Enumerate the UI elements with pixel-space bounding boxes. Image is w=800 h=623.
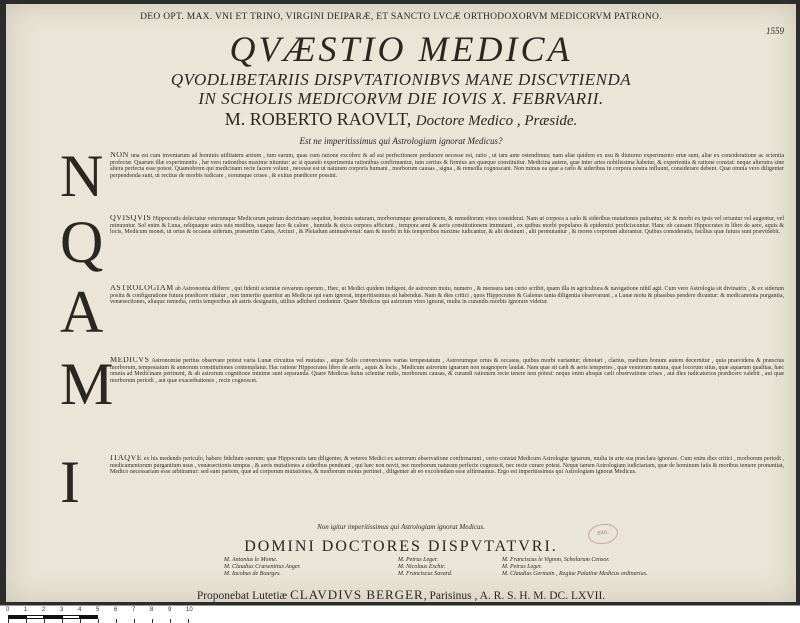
ruler-label: 5 — [96, 607, 100, 613]
subtitle-line-2: IN SCHOLIS MEDICORVM DIE IOVIS X. FEBRVARII. — [198, 89, 604, 108]
ruler-label: 10 — [186, 607, 193, 613]
paragraph-2: QVISQVIS Hippocratis delectatur veterumque Medicorum patrum doctrinam sequitur, hominis naturam, morborumque generationem, & remediorum vires considerat. Nam ut corpora a cælo & sideribus mutationes patiuntur, sic & morbi ex ipsis vel oriuntur vel augentur, vel minuuntur. Sol enim & Luna, reliquaque astra suis motibus, suaque luce & calore , humida & sicca corpora afficiunt , tempora anni & aeris constitutionem immutant , ex quibus morbi populares & epidemici proficiscuntur. Hanc ob causam Hippocrates in libro de aere, aquis & locis, Medicum monet, ut ortus & occasus siderum, præsertim Canis, Arcturi , & Pleiadum animadvertat: nam & morbi in his temporibus maxime iudicantur, & alii desinunt , alii permutantur , & mores corporum alterantur. Quibus consideratis, facilius quæ futura sunt prævidebit. — [110, 215, 784, 236]
ruler-label: 9 — [168, 607, 172, 613]
ruler-label: 7 — [132, 607, 136, 613]
doctor-name: M. Iacobus de Bourges. — [224, 571, 281, 577]
document-title: QVÆSTIO MEDICA — [229, 29, 573, 69]
doctor-name: M. Petrus Leger. — [398, 557, 438, 563]
doctors-column-1 — [224, 557, 301, 578]
ruler-segment — [62, 615, 80, 619]
library-stamp: BIBL — [587, 522, 619, 546]
closing-motto: Non igitur imperitissimus qui Astrologiam ignorat Medicus. — [317, 523, 485, 531]
presider-role: Doctore Medico , Præside. — [415, 113, 578, 129]
doctors-column-2 — [398, 557, 452, 578]
presider-name: M. ROBERTO RAOVLT, — [224, 109, 412, 129]
presider-line — [6, 109, 796, 130]
ruler-label: 2 — [42, 607, 46, 613]
ruler-segment — [80, 615, 98, 619]
ruler-segment — [8, 615, 26, 619]
printer-prefix: Proponebat Lutetiæ — [196, 590, 288, 602]
doctor-name: M. Franciscus le Vignon, Scholarum Censor. — [502, 557, 610, 563]
initial-letter-m: M — [60, 351, 114, 417]
ruler-tick — [8, 619, 9, 623]
ruler-tick — [80, 619, 81, 623]
ruler-label: 3 — [60, 607, 64, 613]
ruler-tick — [62, 619, 63, 623]
ruler-tick — [134, 619, 135, 623]
printer-line — [6, 587, 796, 603]
printer-name: CLAVDIVS BERGER — [290, 587, 424, 602]
doctor-name: M. Claudius Cræsentiius Anger. — [224, 564, 301, 570]
initial-letter-a: A — [60, 279, 104, 345]
page-number: 1559 — [766, 26, 784, 36]
printer-suffix: , Parisinus , A. R. S. H. M. DC. LXVII. — [423, 590, 606, 602]
initial-letter-n: N — [60, 143, 104, 209]
dedication-header: DEO OPT. MAX. VNI ET TRINO, VIRGINI DEIPARÆ, ET SANCTO LVCÆ ORTHODOXORVM MEDICORVM PATRONO. — [140, 12, 662, 22]
doctor-name: M. Petrus Leger. — [502, 564, 542, 570]
scale-ruler — [0, 605, 800, 623]
ruler-tick — [188, 619, 189, 623]
doctor-name: M. Nicolaus Eschir. — [398, 564, 446, 570]
paragraph-3: ASTROLOGIAM ab Astronomia differre , qui fidenti scientiæ novarum operum , Hæc, ut Medici quidem indigent, de astrorum motu, numero , & mensura tam certo scribit, quam illa in agricultura & navigatione nihil agit. Cum vero Astrologia sit divinatrix , & ex siderum positu & configuratione futura prædicere nitatur , non inmerito quæritur an Medicus qui eam ignorat, imperitissimus sit habendus. Nam & dies critici , quos Hippocrates & Galenus tanta diligentia observarunt , a Lunæ motu & phasibus pendere dicuntur: & medicamenta purgantia, venæsectiones, aliaque remedia, certis temporibus ab astris designatis, utilius adhiberi creduntur. Quare Medicus qui astrorum vires ignorat, multa in curandis morbis ignorare videtur. — [110, 285, 784, 306]
paragraph-1: NON una est cum inventarum ad hominis utilitatem artium , tum earum, quas cum ratione excolere & ad sui perfectionem perducere necesse est, ratio , ut iam ante ostendimus; nam aliæ quidem ex usu & diuturno experimento ortæ sunt, aliæ ex consideratione ac scientia profectæ. Quarum illæ experimentis , hæ vero rationibus maxime nituntur: ac si quando experimenta rationibus confirmantur, tum certius & firmius ars quæque constituitur. Medicina autem, quæ inter artes nobilissima habetur, & experientia & ratione constat: neque alterutra sine altera perfecta esse potest. Quamobrem qui medicinam recte facere volunt , necesse est ut naturam corporis humani , morborum causas , signa , & remedia cognoscant. Non minus ea quæ a cælo & sideribus in corpora nostra influunt, considerare debent. Quæ omnia vero diligenter perpendenda sunt, ut rectius de morbis iudicare , eorumque crises , & exitus prædicere possint. — [110, 152, 784, 179]
question-motto: Est ne imperitissimus qui Astrologiam ignorat Medicus? — [299, 136, 503, 146]
doctor-name: M. Antonius le Moine. — [224, 557, 278, 563]
ruler-label: 0 — [6, 607, 10, 613]
ruler-segment — [26, 615, 44, 619]
initial-letter-i: I — [60, 449, 80, 515]
ruler-tick — [170, 619, 171, 623]
ruler-tick — [98, 619, 99, 623]
ruler-tick — [152, 619, 153, 623]
paragraph-4: MEDICVS Astronomiæ peritus observare potest varia Lunæ circuitus vel mutatus , atque Solis conversiones varias tempestatum , Astrorumque ortus & occasus, quibus morbi variantur; denotari , clarius, medium bonum autem decernitur , quia praevidens & præscius morborum, tempestatum & annorum constitutiones contemplatur. Hac ratione Hippocrates libro de aeris , aquis & locis , Medicum astrorum ignarum non magnopere laudat. Nam quæ sit cæli & aeris temperies , quæ ventorum natura, quæ locorum situs, quæ aquarum qualitas, hæc omnia ad Medicinam pertinent, & ab astrorum cognitione minime sunt separanda. Quare Medicus huius scientiæ rudis, morborum causas, & curandi rationem recte tenere non potest: neque enim absque cæli observatione crises , aut dies iudicatorios prædicere valebit , aut quæ morborum periodi , aut quæ exacerbationes , recte cognoscet. — [110, 357, 784, 384]
doctor-name: M. Claudius Germain , Regiae Palatine Medicus ordinarius. — [502, 571, 648, 577]
ruler-label: 8 — [150, 607, 154, 613]
ruler-segment — [44, 615, 62, 619]
document-page — [6, 4, 796, 602]
doctors-heading: DOMINI DOCTORES DISPVTATVRI. — [244, 538, 558, 555]
ruler-tick — [116, 619, 117, 623]
ruler-tick — [26, 619, 27, 623]
paragraph-5: ITAQVE ex his medendo periculo, habere fidelium suorum; quæ Hippocratis tam diligenter, & veteres Medici ex astrorum observatione confirmarunt , certo constat Medicum Astrologiæ ignarum, multa in arte sua præclara ignorare. Cum enim dies critici , morborum periodi , medicamentorum purgantium usus , venæsectionis tempus , & aeris mutationes a sideribus pendeant , qui hæc non novit, nec morborum naturam perfecte cognoscit, nec recte curare potest. Neque tamen Astrologiam iudiciariam, quæ de hominum fatis & moribus temere pronuntiat, Medico necessariam esse arbitramur: sed eam partem, quæ ad corporum mutationes, & morborum motus pertinet , diligenter ab eo excolendam esse affirmamus. Ergo est imperitissimus qui Astrologiam ignorat Medicus. — [110, 455, 784, 476]
ruler-tick — [44, 619, 45, 623]
ruler-label: 4 — [78, 607, 82, 613]
doctor-name: M. Franciscus Savard. — [398, 571, 453, 577]
ruler-label: 6 — [114, 607, 118, 613]
initial-letter-q: Q — [60, 209, 104, 275]
ruler-label: 1 — [24, 607, 28, 613]
doctors-column-3 — [502, 557, 647, 578]
subtitle-line-1: QVODLIBETARIIS DISPVTATIONIBVS MANE DISCVTIENDA — [170, 70, 632, 89]
